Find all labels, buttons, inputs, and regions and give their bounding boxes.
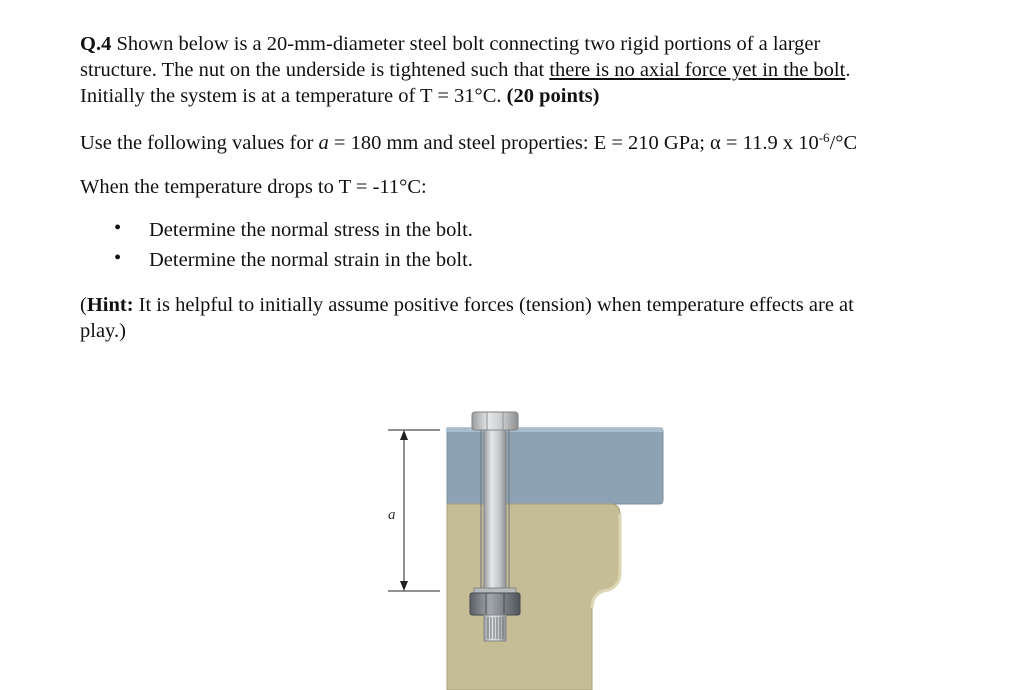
hint-line-1 (80, 292, 854, 318)
hint-label: Hint: (86, 294, 134, 316)
bolt-head (472, 412, 518, 430)
values-line (80, 130, 857, 156)
a-symbol: a (318, 132, 329, 154)
bullet-1: • (114, 217, 122, 239)
hint-open-paren: ( (80, 294, 87, 316)
dimension-label-a: a (388, 507, 396, 523)
bullet-2: • (114, 247, 122, 269)
top-rigid-block (447, 428, 663, 504)
question-line-2 (80, 57, 850, 83)
question-text-2: structure. The nut on the underside is tightened such that (80, 59, 550, 81)
values-intro: Use the following values for (80, 132, 319, 154)
task-2: Determine the normal strain in the bolt. (149, 249, 473, 271)
task-1: Determine the normal stress in the bolt. (149, 219, 473, 241)
initial-temperature-text: Initially the system is at a temperature of T = 31°C. (80, 85, 507, 107)
question-text-1: Shown below is a 20-mm-diameter steel bolt connecting two rigid portions of a larger (116, 33, 821, 55)
nut (470, 593, 520, 615)
washer (474, 588, 516, 593)
condition-line: When the temperature drops to T = -11°C: (80, 176, 427, 198)
exponent: -6 (818, 130, 830, 145)
underlined-condition: there is no axial force yet in the bolt (549, 59, 846, 81)
bolt-figure (380, 400, 670, 690)
points-label: (20 points) (506, 85, 600, 107)
material-properties: = 180 mm and steel properties: E = 210 GPa; α = 11.9 x 10 (328, 132, 819, 154)
alpha-unit: /°C (829, 132, 858, 154)
question-line-1 (80, 31, 820, 57)
hint-line-2: play.) (80, 320, 126, 342)
period: . (845, 59, 851, 81)
hint-text: It is helpful to initially assume positive forces (tension) when temperature effects are at (133, 294, 854, 316)
question-line-3 (80, 83, 599, 109)
question-number: Q.4 (80, 33, 112, 55)
